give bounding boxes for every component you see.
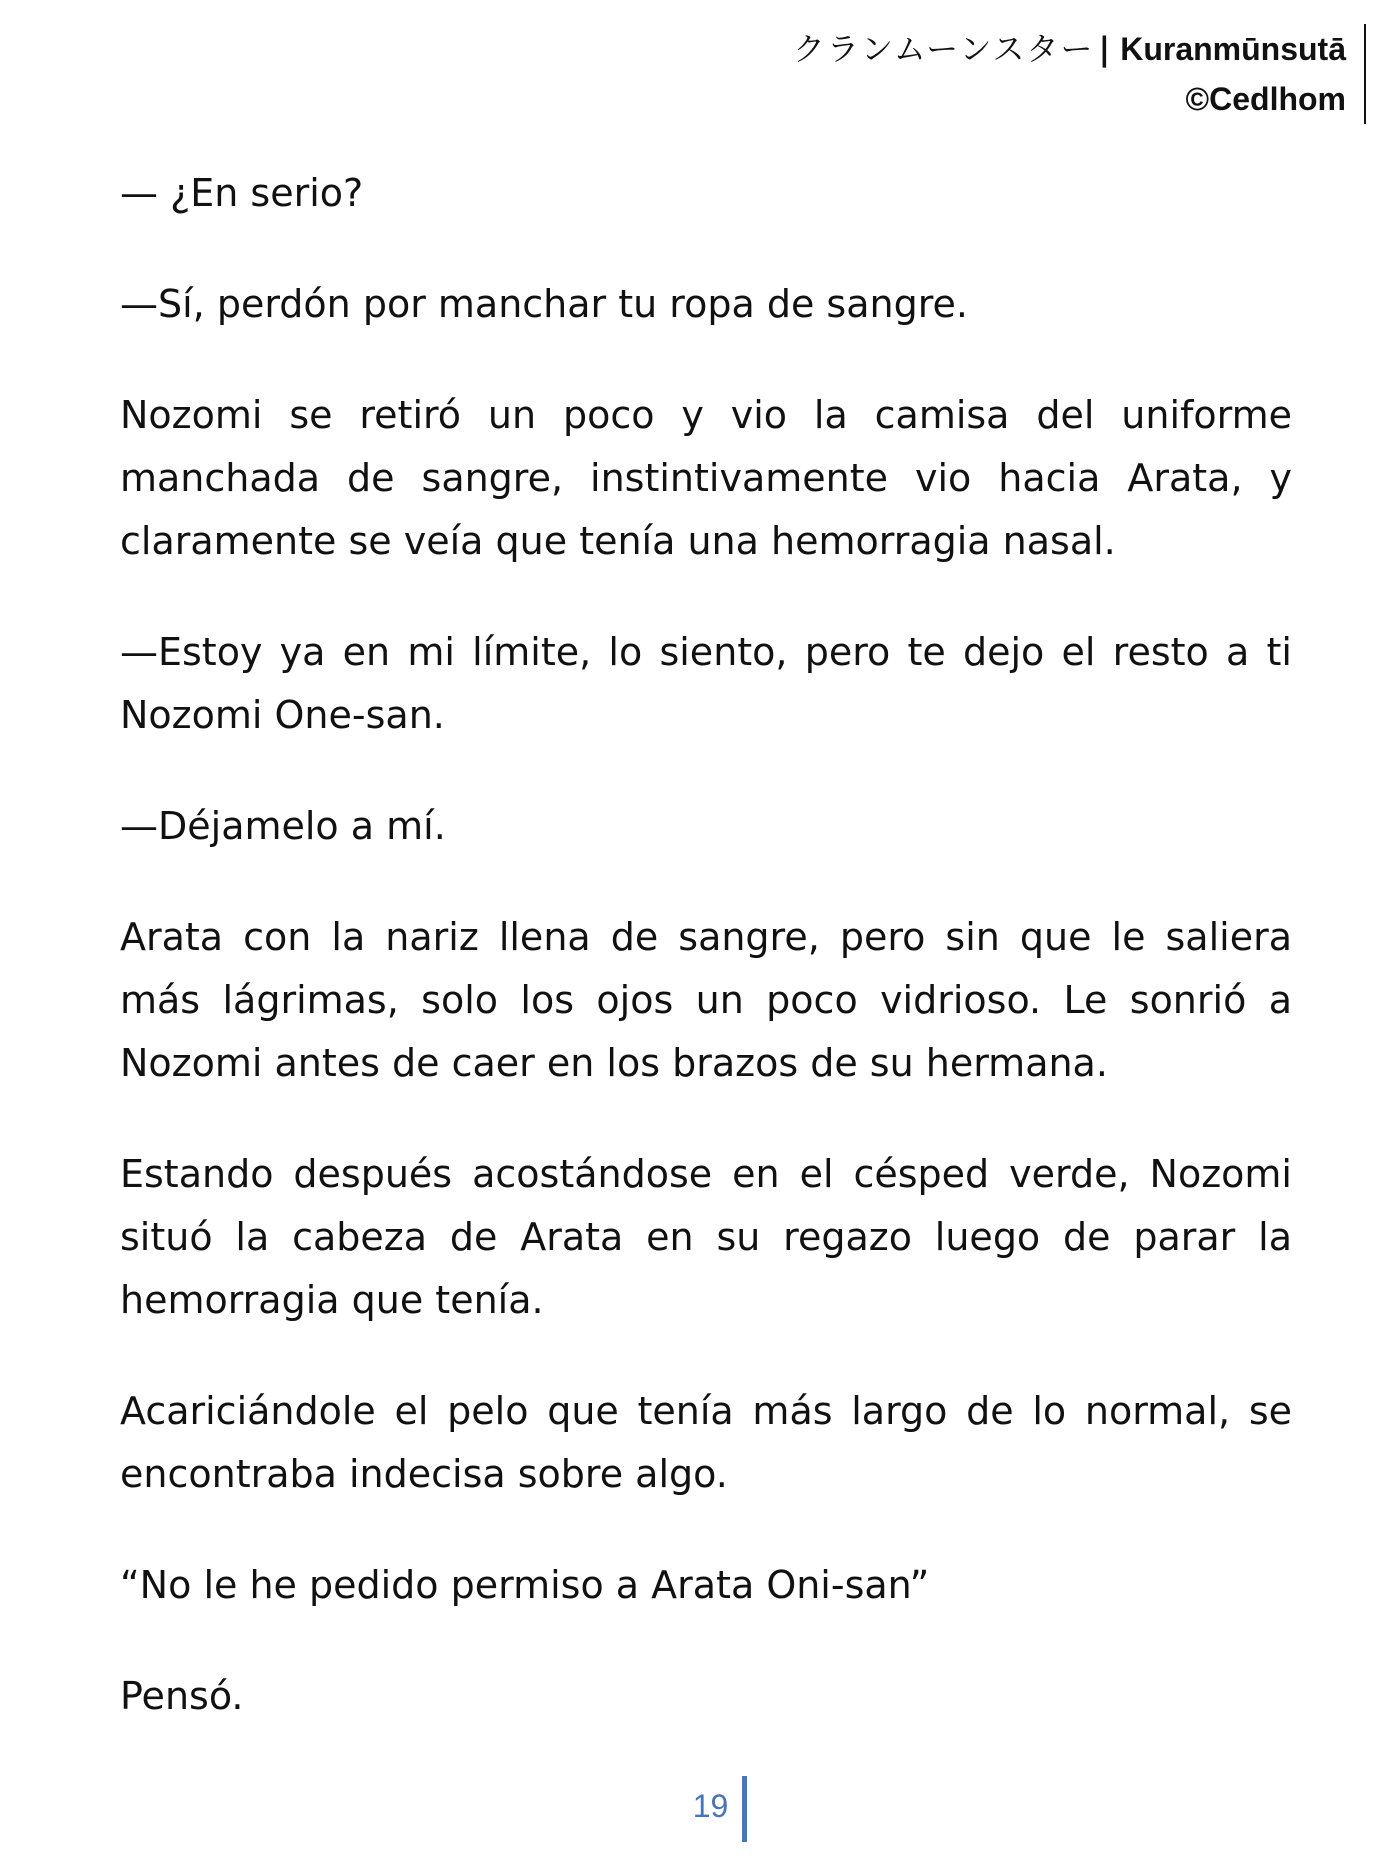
page-number-marker [693, 1776, 748, 1842]
paragraph: Nozomi se retiró un poco y vio la camisa del uniforme manchada de sangre, instintivamente vio hacia Arata, y claramente se veía que tenía una hemorragia nasal. [120, 393, 1292, 563]
page-number: 19 [692, 1788, 729, 1824]
paragraph: Acariciándole el pelo que tenía más largo de lo normal, se encontraba indecisa sobre algo. [120, 1389, 1292, 1496]
page-header [793, 24, 1366, 124]
paragraph: Arata con la nariz llena de sangre, pero sin que le saliera más lágrimas, solo los ojos un poco vidrioso. Le sonrió a Nozomi antes de caer en los brazos de su hermana. [120, 915, 1292, 1085]
header-copyright: ©Cedlhom [1185, 81, 1346, 117]
paragraph: Estando después acostándose en el césped verde, Nozomi situó la cabeza de Arata en su regazo luego de parar la hemorragia que tenía. [120, 1152, 1292, 1322]
header-japanese-title: クランムーンスター [792, 30, 1095, 68]
paragraph: —Déjamelo a mí. [120, 804, 446, 848]
header-romaji-title: Kuranmūnsutā [1120, 31, 1346, 67]
header-separator: | [1098, 30, 1111, 68]
paragraph: Pensó. [120, 1674, 244, 1718]
paragraph: — ¿En serio? [120, 171, 364, 215]
body-text [120, 162, 1292, 1776]
page-footer [0, 1776, 1400, 1842]
header-title-line [793, 24, 1346, 74]
paragraph: —Estoy ya en mi límite, lo siento, pero te dejo el resto a ti Nozomi One-san. [120, 630, 1292, 737]
paragraph: —Sí, perdón por manchar tu ropa de sangre. [120, 282, 968, 326]
paragraph: “No le he pedido permiso a Arata Oni-san” [120, 1563, 930, 1607]
